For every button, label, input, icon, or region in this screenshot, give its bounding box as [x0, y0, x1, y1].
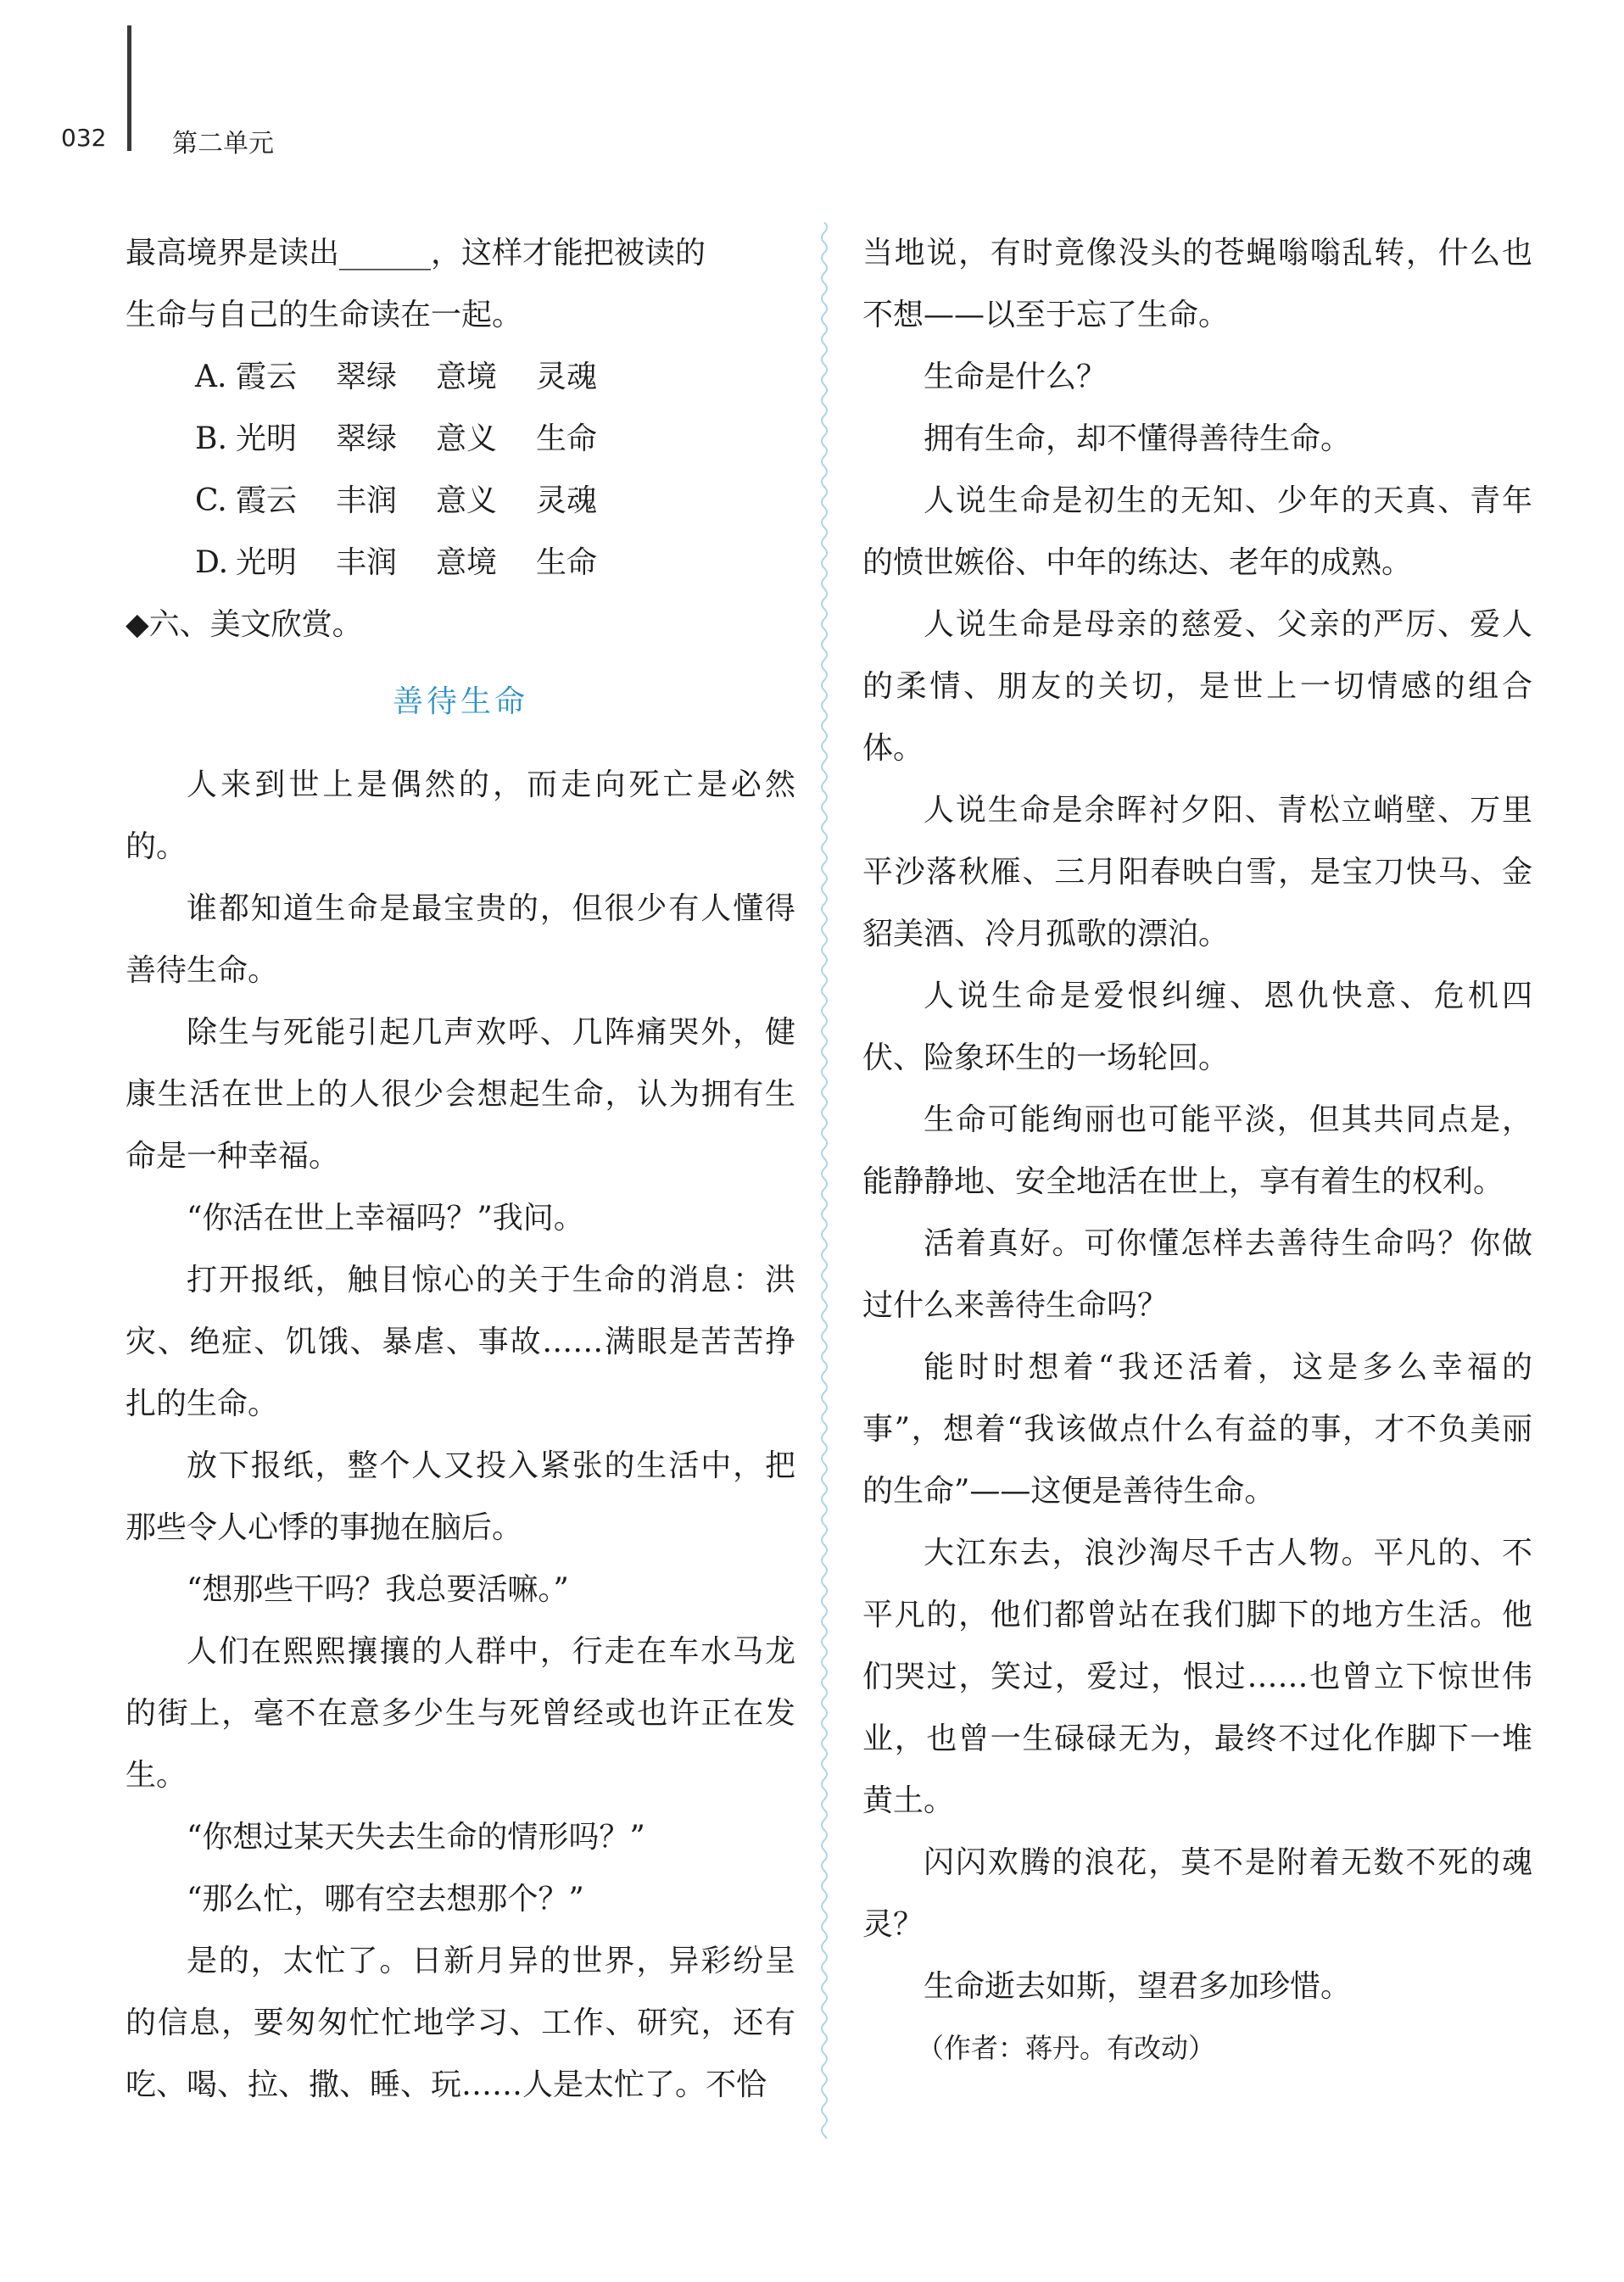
- option-word: 灵魂: [536, 483, 598, 518]
- paragraph: 人说生命是母亲的慈爱、父亲的严厉、爱人的柔情、朋友的关切，是世上一切情感的组合体。: [862, 607, 1532, 766]
- paragraph: 当地说，有时竟像没头的苍蝇嗡嗡乱转，什么也不想——以至于忘了生命。: [862, 236, 1532, 332]
- option-letter: D.: [195, 545, 229, 580]
- option-word: 翠绿: [336, 360, 398, 394]
- option-word: 灵魂: [536, 360, 598, 394]
- option-word: 意义: [436, 483, 498, 518]
- paragraph: “你活在世上幸福吗？”我问。: [187, 1201, 584, 1236]
- paragraph: 活着真好。可你懂怎样去善待生命吗？你做过什么来善待生命吗？: [862, 1226, 1532, 1323]
- paragraph: 生命可能绚丽也可能平淡，但其共同点是，能静静地、安全地活在世上，享有着生的权利。: [862, 1102, 1532, 1199]
- paragraph: 大江东去，浪沙淘尽千古人物。平凡的、不平凡的，他们都曾站在我们脚下的地方生活。他们哭过，笑过，爱过，恨过……也曾立下惊世伟业，也曾一生碌碌无为，最终不过化作脚下一堆黄土。: [862, 1536, 1532, 1818]
- unit-title: 第二单元: [172, 129, 274, 159]
- option-letter: B.: [195, 421, 227, 456]
- option-word: 光明: [236, 421, 298, 456]
- paragraph: 闪闪欢腾的浪花，莫不是附着无数不死的魂灵？: [862, 1845, 1532, 1942]
- header-rule: [127, 25, 131, 151]
- option-d: [126, 532, 795, 594]
- attribution: （作者：蒋丹。有改动）: [917, 2032, 1216, 2064]
- page-number: 032: [61, 124, 107, 152]
- option-word: 霞云: [236, 483, 298, 518]
- article-title: 善待生命: [392, 684, 528, 719]
- option-word: 丰润: [336, 483, 398, 518]
- paragraph: “想那些干吗？我总要活嘛。”: [187, 1572, 569, 1607]
- option-word: 意义: [436, 421, 498, 456]
- paragraph: 生命逝去如斯，望君多加珍惜。: [924, 1969, 1352, 2004]
- option-word: 霞云: [236, 360, 298, 394]
- option-word: 光明: [236, 545, 298, 580]
- paragraph: “你想过某天失去生命的情形吗？”: [187, 1820, 645, 1855]
- paragraph: “那么忙，哪有空去想那个？”: [187, 1882, 584, 1917]
- paragraph: 能时时想着“我还活着，这是多么幸福的事”，想着“我该做点什么有益的事，才不负美丽的生命”——这便是善待生命。: [862, 1350, 1532, 1509]
- paragraph: 人说生命是爱恨纠缠、恩仇快意、危机四伏、险象环生的一场轮回。: [862, 979, 1532, 1075]
- option-letter: C.: [195, 483, 227, 518]
- option-word: 翠绿: [336, 421, 398, 456]
- option-a: [126, 346, 795, 408]
- left-column: [126, 222, 795, 2116]
- section-heading: ◆六、美文欣赏。: [126, 607, 363, 642]
- paragraph: 人说生命是余晖衬夕阳、青松立峭壁、万里平沙落秋雁、三月阳春映白雪，是宝刀快马、金貂美酒、冷月孤歌的漂泊。: [862, 793, 1532, 951]
- paragraph: 打开报纸，触目惊心的关于生命的消息：洪灾、绝症、饥饿、暴虐、事故……满眼是苦苦挣扎的生命。: [126, 1263, 795, 1421]
- paragraph: 谁都知道生命是最宝贵的，但很少有人懂得善待生命。: [126, 891, 795, 988]
- option-word: 生命: [536, 421, 598, 456]
- paragraph: 人说生命是初生的无知、少年的天真、青年的愤世嫉俗、中年的练达、老年的成熟。: [862, 483, 1532, 580]
- paragraph: 放下报纸，整个人又投入紧张的生活中，把那些令人心悸的事抛在脑后。: [126, 1448, 795, 1545]
- option-c: [126, 470, 795, 532]
- option-word: 意境: [436, 360, 498, 394]
- question-continuation-line: 最高境界是读出______，这样才能把被读的: [126, 236, 706, 271]
- column-divider: [818, 222, 830, 2139]
- option-word: 丰润: [336, 545, 398, 580]
- paragraph: 生命是什么？: [924, 360, 1108, 394]
- option-word: 生命: [536, 545, 598, 580]
- paragraph: 拥有生命，却不懂得善待生命。: [924, 421, 1352, 456]
- paragraph: 是的，太忙了。日新月异的世界，异彩纷呈的信息，要匆匆忙忙地学习、工作、研究，还有吃、喝、拉、撒、睡、玩……人是太忙了。不恰: [126, 1944, 795, 2102]
- paragraph: 人们在熙熙攘攘的人群中，行走在车水马龙的街上，毫不在意多少生与死曾经或也许正在发生。: [126, 1634, 795, 1793]
- paragraph: 人来到世上是偶然的，而走向死亡是必然的。: [126, 767, 795, 864]
- paragraph: 除生与死能引起几声欢呼、几阵痛哭外，健康生活在世上的人很少会想起生命，认为拥有生命是一种幸福。: [126, 1015, 795, 1174]
- option-letter: A.: [195, 360, 227, 394]
- question-continuation-line: 生命与自己的生命读在一起。: [126, 298, 523, 332]
- option-b: [126, 408, 795, 470]
- right-column: [862, 222, 1532, 2079]
- option-word: 意境: [436, 545, 498, 580]
